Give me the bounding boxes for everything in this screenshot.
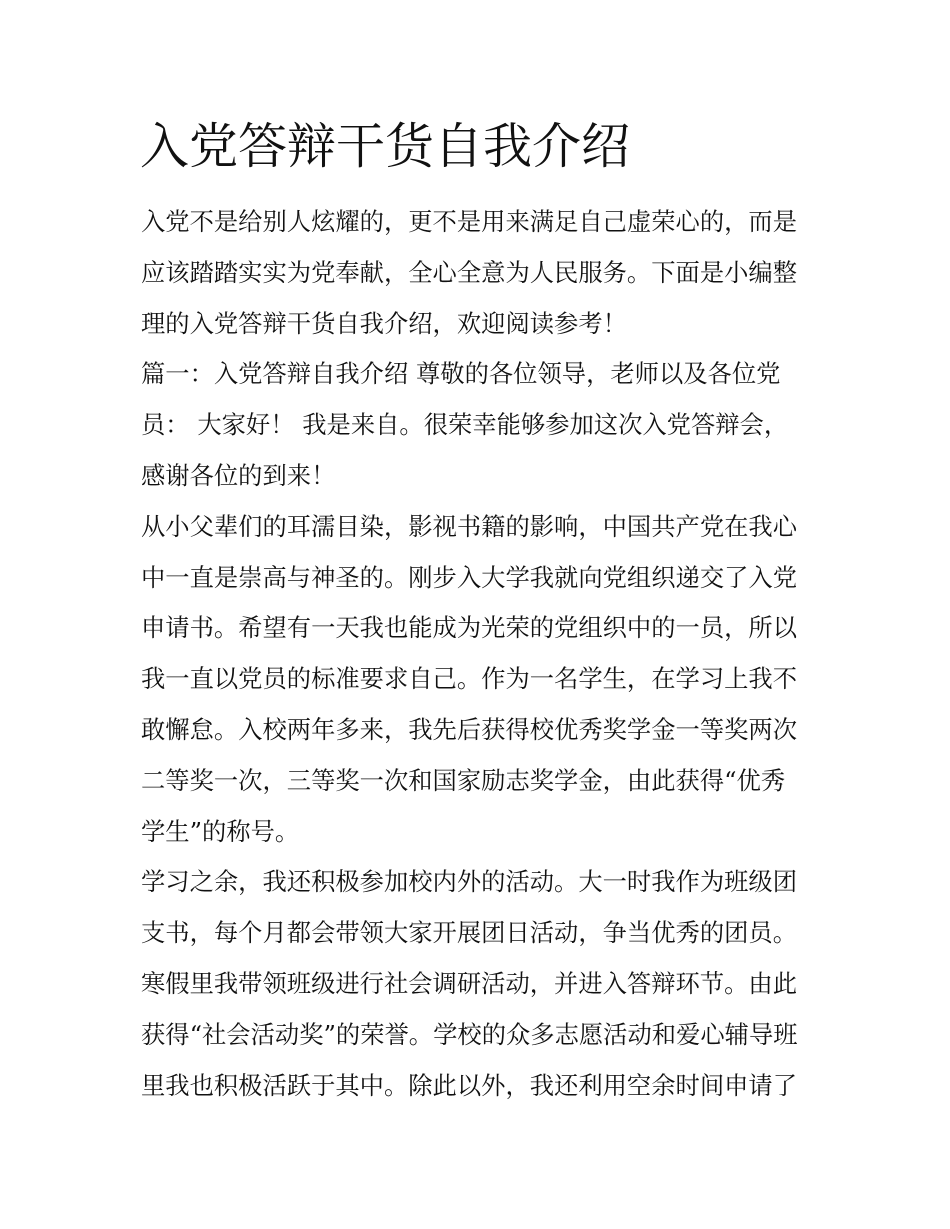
text-line: 员： 大家好！ 我是来自。很荣幸能够参加这次入党答辩会， — [141, 410, 789, 440]
text-line: 篇一：入党答辩自我介绍 尊敬的各位领导，老师以及各位党 — [141, 359, 781, 389]
text-line: 入党不是给别人炫耀的，更不是用来满足自己虚荣心的，而是 — [141, 207, 798, 236]
text-line: 申请书。希望有一天我也能成为光荣的党组织中的一员，所以 — [141, 613, 798, 643]
text-line: 感谢各位的到来！ — [141, 460, 336, 490]
text-line: 敢懈怠。入校两年多来，我先后获得校优秀奖学金一等奖两次 — [141, 714, 798, 744]
document-title: 入党答辩干货自我介绍 — [140, 118, 631, 175]
text-line: 中一直是崇高与神圣的。刚步入大学我就向党组织递交了入党 — [141, 562, 798, 592]
text-line: 理的入党答辩干货自我介绍，欢迎阅读参考！ — [141, 308, 627, 338]
text-line: 学习之余，我还积极参加校内外的活动。大一时我作为班级团 — [141, 867, 798, 897]
paragraph-greeting — [141, 349, 816, 501]
text-line: 我一直以党员的标准要求自己。作为一名学生，在学习上我不 — [141, 664, 798, 694]
text-line: 支书，每个月都会带领大家开展团日活动，争当优秀的团员。 — [141, 918, 798, 948]
paragraph-activities — [141, 857, 816, 1111]
text-line: 二等奖一次，三等奖一次和国家励志奖学金，由此获得“优秀 — [141, 765, 786, 795]
text-line: 寒假里我带领班级进行社会调研活动，并进入答辩环节。由此 — [141, 968, 798, 998]
text-line: 从小父辈们的耳濡目染，影视书籍的影响，中国共产党在我心 — [141, 511, 798, 541]
text-line: 应该踏踏实实为党奉献，全心全意为人民服务。下面是小编整 — [141, 257, 798, 287]
text-line: 里我也积极活跃于其中。除此以外，我还利用空余时间申请了 — [141, 1070, 798, 1100]
text-line: 学生”的称号。 — [141, 816, 300, 846]
paragraph-intro — [141, 197, 816, 349]
text-line: 获得“社会活动奖”的荣誉。学校的众多志愿活动和爱心辅导班 — [141, 1019, 798, 1049]
document-body — [141, 197, 816, 1111]
paragraph-study — [141, 502, 816, 858]
